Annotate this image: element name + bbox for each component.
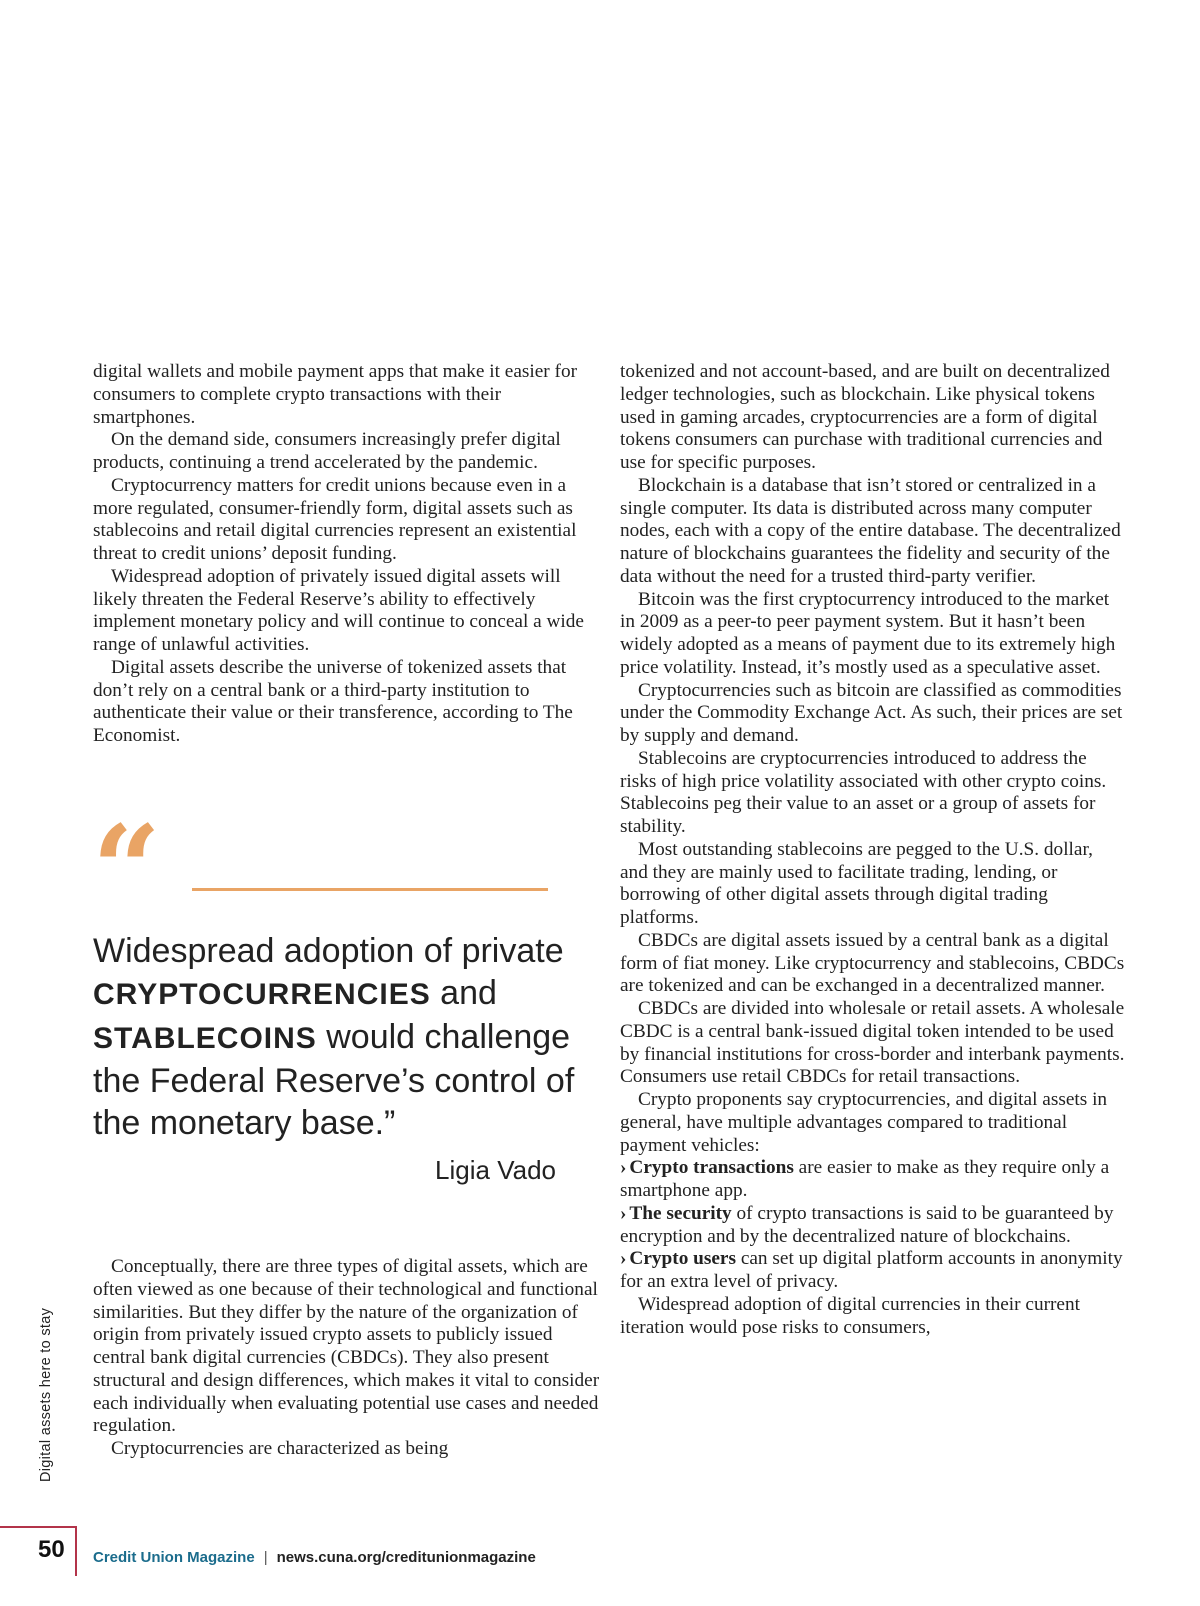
section-label: Digital assets here to stay — [38, 1307, 54, 1482]
quote-emphasis: CRYPTOCURRENCIES — [93, 978, 431, 1011]
bullet-lead: Crypto users — [629, 1248, 736, 1270]
paragraph: Cryptocurrencies such as bitcoin are classified as commodities under the Commodity Exchange Act. As such, their prices are set by supply and demand. — [620, 679, 1123, 746]
bullet-lead: The security — [629, 1202, 732, 1224]
paragraph: On the demand side, consumers increasingly prefer digital products, continuing a trend accelerated by the pandemic. — [93, 429, 561, 473]
paragraph: Blockchain is a database that isn’t stored or centralized in a single computer. Its data is distributed across many computer nodes, each with a copy of the entire database. The decentralized nature of blockchains guarantees the fidelity and security of the data without the need for a trusted third-party verifier. — [620, 474, 1121, 587]
paragraph: Widespread adoption of digital currencies in their current iteration would pose risks to consumers, — [620, 1293, 1080, 1338]
chevron-right-icon: › — [620, 1157, 627, 1179]
paragraph: Cryptocurrency matters for credit unions because even in a more regulated, consumer-friendly form, digital assets such as stablecoins and retail digital currencies represent an existential threat to credit unions’ deposit funding. — [93, 474, 577, 564]
paragraph: Stablecoins are cryptocurrencies introduced to address the risks of high price volatility associated with other crypto coins. Stablecoins peg their value to an asset or a group of assets for stability. — [620, 747, 1107, 837]
quote-attribution: Ligia Vado — [435, 1155, 556, 1185]
paragraph: Bitcoin was the first cryptocurrency introduced to the market in 2009 as a peer-to peer payment system. But it hasn’t been widely adopted as a means of payment due to its extremely high price volatility. Instead, it’s mostly used as a speculative asset. — [620, 588, 1116, 678]
quote-divider — [192, 888, 548, 891]
paragraph: digital wallets and mobile payment apps that make it easier for consumers to complete crypto transactions with their smartphones. — [93, 361, 578, 428]
bullet-lead: Crypto transactions — [629, 1157, 794, 1179]
paragraph: tokenized and not account-based, and are built on decentralized ledger technologies, such as blockchain. Like physical tokens used in gaming arcades, cryptocurrencies are a form of digital tokens consumers can purchase with traditional currencies and use for specific purposes. — [620, 361, 1110, 473]
magazine-url[interactable]: news.cuna.org/creditunionmagazine — [276, 1549, 536, 1566]
paragraph: Widespread adoption of privately issued digital assets will likely threaten the Federal Reserve’s ability to effectively implement monetary policy and will continue to conceal a wide range of unlawful activities. — [93, 565, 584, 655]
chevron-right-icon: › — [620, 1202, 627, 1224]
footer — [93, 1549, 536, 1566]
paragraph: Conceptually, there are three types of digital assets, which are often viewed as one because of their technological and functional similarities. But they differ by the nature of the organization of origin from privately issued crypto assets to publicly issued central bank digital currencies (CBDCs). They also present structural and design differences, which makes it vital to consider each individually when evaluating potential use cases and needed regulation. — [93, 1256, 600, 1437]
left-column-top — [93, 361, 603, 748]
magazine-name: Credit Union Magazine — [93, 1549, 255, 1566]
page-number: 50 — [38, 1536, 65, 1563]
paragraph: Cryptocurrencies are characterized as being — [111, 1438, 449, 1459]
bullet-text: can set up digital platform accounts in anonymity for an extra level of privacy. — [620, 1248, 1123, 1292]
left-column-bottom — [93, 1256, 603, 1461]
bullet-item — [620, 1157, 1125, 1203]
right-column — [620, 361, 1125, 1339]
paragraph: Most outstanding stablecoins are pegged to the U.S. dollar, and they are mainly used to facilitate trading, lending, or borrowing of other digital assets through digital trading platforms. — [620, 838, 1093, 928]
paragraph: CBDCs are digital assets issued by a central bank as a digital form of fiat money. Like cryptocurrency and stablecoins, CBDCs are tokenized and can be exchanged in a decentralized manner. — [620, 929, 1125, 997]
chevron-right-icon: › — [620, 1248, 627, 1270]
bullet-item — [620, 1203, 1125, 1249]
pull-quote — [93, 930, 593, 1144]
footer-separator: | — [263, 1549, 268, 1566]
quote-mark-icon: “ — [92, 799, 156, 940]
quote-text: would challenge the Federal Reserve’s control of the monetary base.” — [93, 1018, 575, 1142]
quote-emphasis: STABLECOINS — [93, 1022, 317, 1055]
paragraph: Crypto proponents say cryptocurrencies, and digital assets in general, have multiple advantages compared to traditional payment vehicles: — [620, 1089, 1108, 1156]
bullet-text: are easier to make as they require only a smartphone app. — [620, 1157, 1110, 1201]
quote-text: and — [430, 974, 497, 1012]
bullet-item — [620, 1248, 1125, 1294]
paragraph: CBDCs are divided into wholesale or retail assets. A wholesale CBDC is a central bank-issued digital token intended to be used by financial institutions for cross-border and interbank payments. Consumers use retail CBDCs for retail transactions. — [620, 998, 1125, 1088]
paragraph: Digital assets describe the universe of tokenized assets that don’t rely on a central bank or a third-party institution to authenticate their value or their transference, according to The Economist. — [93, 656, 573, 746]
quote-text: Widespread adoption of private — [93, 932, 564, 970]
bullet-text: of crypto transactions is said to be guaranteed by encryption and by the decentralized nature of blockchains. — [620, 1202, 1114, 1247]
